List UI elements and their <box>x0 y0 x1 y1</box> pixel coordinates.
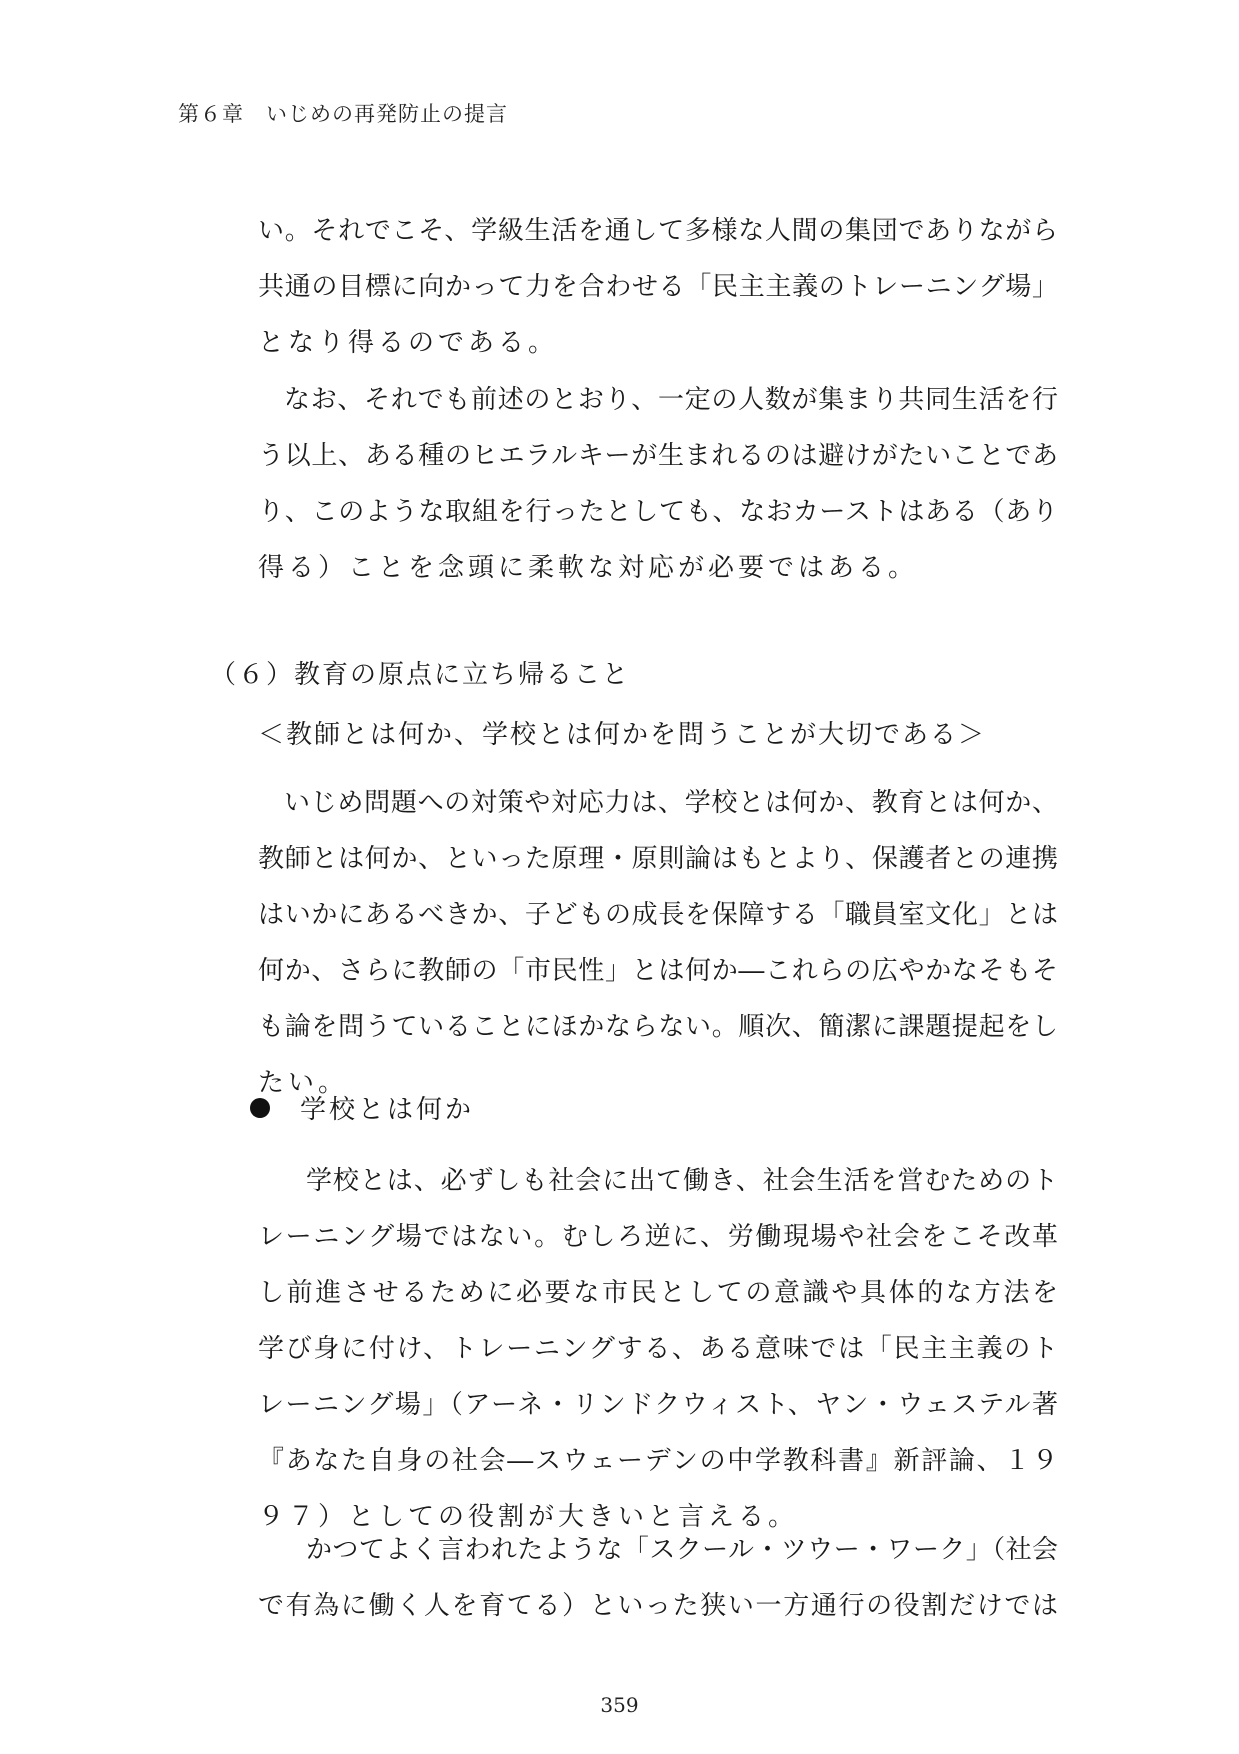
text-line: 得る）ことを念頭に柔軟な対応が必要ではある。 <box>258 553 919 583</box>
text-line: 共通の目標に向かって力を合わせる「民主主義のトレーニング場」 <box>258 272 1058 302</box>
paragraph-hierarchy-note <box>258 372 1058 596</box>
text-line: 何か、さらに教師の「市民性」とは何か―これらの広やかなそもそ <box>258 956 1058 986</box>
bullet-dot-icon <box>250 1098 270 1118</box>
text-line: レーニング場ではない。むしろ逆に、労働現場や社会をこそ改革 <box>258 1222 1058 1252</box>
text-line: となり得るのである。 <box>258 328 559 358</box>
text-line: で有為に働く人を育てる）といった狭い一方通行の役割だけでは <box>258 1591 1058 1621</box>
paragraph-bullying-issues <box>258 775 1058 1111</box>
paragraph-continuation <box>258 203 1058 371</box>
paragraph-what-is-school <box>258 1153 1058 1545</box>
section-heading: （６）教育の原点に立ち帰ること <box>210 660 631 690</box>
paragraph-school-to-work <box>258 1522 1058 1634</box>
text-line: レーニング場」（アーネ・リンドクウィスト、ヤン・ウェステル著 <box>258 1390 1058 1420</box>
chapter-header: 第６章 いじめの再発防止の提言 <box>178 102 508 126</box>
text-line: 教師とは何か、といった原理・原則論はもとより、保護者との連携 <box>258 844 1058 874</box>
text-line: い。それでこそ、学級生活を通して多様な人間の集団でありながら <box>258 216 1058 246</box>
bullet-heading <box>250 1090 474 1130</box>
text-line: いじめ問題への対策や対応力は、学校とは何か、教育とは何か、 <box>284 788 1058 818</box>
bullet-label: 学校とは何か <box>300 1095 475 1125</box>
text-line: かつてよく言われたような「スクール・ツウー・ワーク」（社会 <box>306 1535 1058 1565</box>
page-number: 359 <box>600 1693 639 1717</box>
text-line: も論を問うていることにほかならない。順次、簡潔に課題提起をし <box>258 1012 1058 1042</box>
text-line: はいかにあるべきか、子どもの成長を保障する「職員室文化」とは <box>258 900 1058 930</box>
text-line: し前進させるために必要な市民としての意識や具体的な方法を <box>258 1278 1058 1308</box>
text-line: り、このような取組を行ったとしても、なおカーストはある（あり <box>258 497 1058 527</box>
text-line: 学校とは、必ずしも社会に出て働き、社会生活を営むためのト <box>306 1166 1058 1196</box>
text-line: ９７）としての役割が大きいと言える。 <box>258 1502 799 1532</box>
text-line: たい。 <box>258 1068 349 1098</box>
text-line: う以上、ある種のヒエラルキーが生まれるのは避けがたいことであ <box>258 441 1058 471</box>
text-line: 学び身に付け、トレーニングする、ある意味では「民主主義のト <box>258 1334 1058 1364</box>
text-line: 『あなた自身の社会―スウェーデンの中学教科書』新評論、１９ <box>258 1446 1058 1476</box>
text-line: なお、それでも前述のとおり、一定の人数が集まり共同生活を行 <box>284 385 1058 415</box>
section-subheading: ＜教師とは何か、学校とは何かを問うことが大切である＞ <box>258 720 987 750</box>
